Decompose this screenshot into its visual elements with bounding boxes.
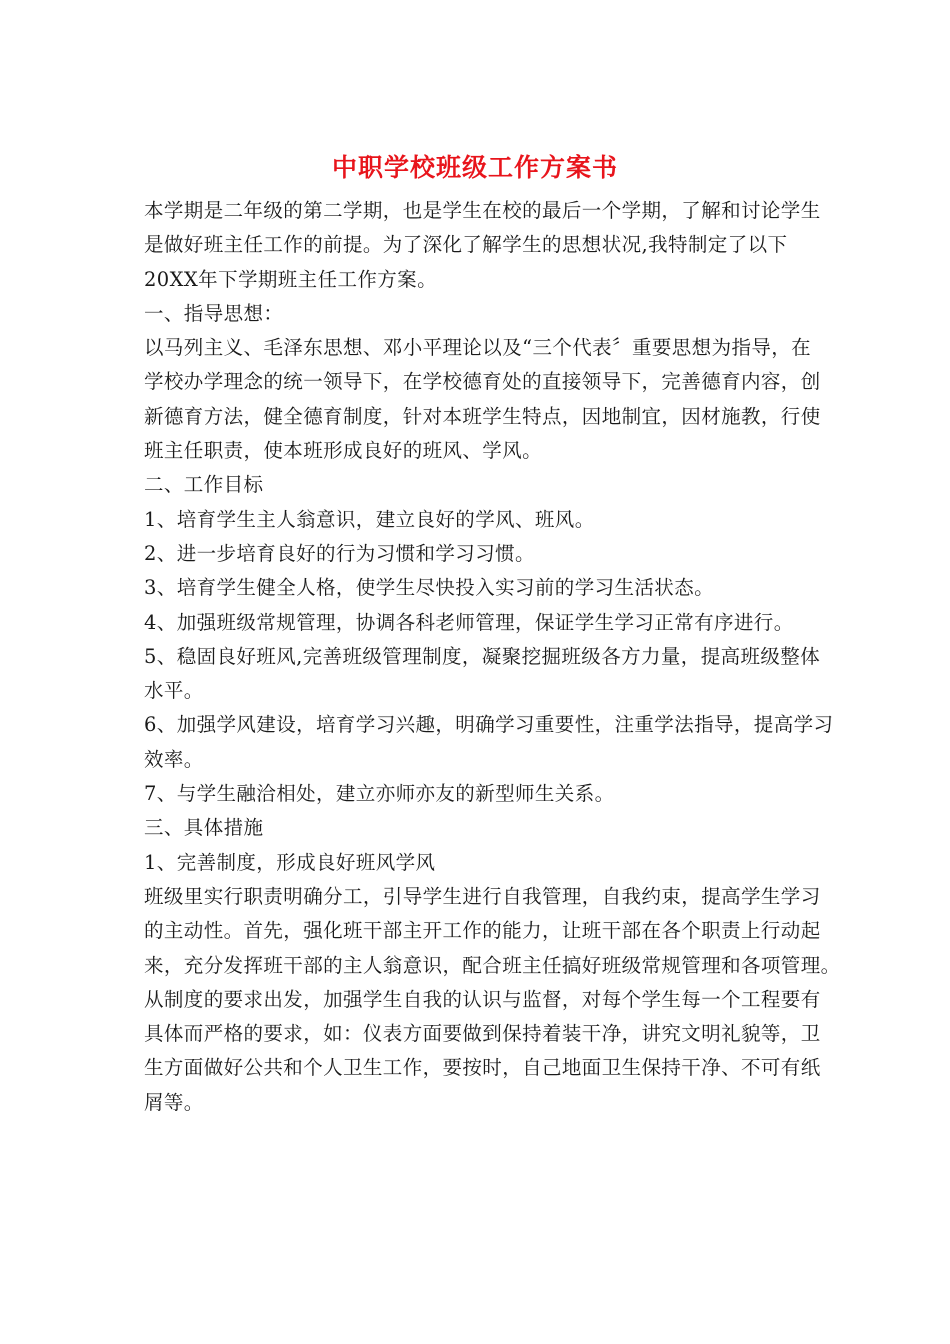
document-body — [144, 194, 841, 1120]
list-item: 2、进一步培育良好的行为习惯和学习习惯。 — [144, 541, 535, 565]
list-item: 4、加强班级常规管理，协调各科老师管理，保证学生学习正常有序进行。 — [144, 610, 794, 634]
list-item: 5、稳固良好班风,完善班级管理制度，凝聚挖掘班级各方力量，提高班级整体 — [144, 644, 821, 668]
section-heading: 二、工作目标 — [144, 473, 264, 497]
section-heading: 一、指导思想： — [144, 301, 284, 325]
body-line: 新德育方法，健全德育制度，针对本班学生特点，因地制宜，因材施教，行使 — [144, 404, 821, 428]
body-line: 生方面做好公共和个人卫生工作，要按时，自己地面卫生保持干净、不可有纸 — [144, 1056, 821, 1080]
body-line: 班级里实行职责明确分工，引导学生进行自我管理，自我约束，提高学生学习 — [144, 884, 821, 908]
body-line: 来，充分发挥班干部的主人翁意识，配合班主任搞好班级常规管理和各项管理。 — [144, 953, 841, 977]
list-item-continuation: 效率。 — [144, 747, 204, 771]
list-item-continuation: 水平。 — [144, 679, 204, 703]
body-line: 是做好班主任工作的前提。为了深化了解学生的思想状况,我特制定了以下 — [144, 233, 788, 257]
body-line: 从制度的要求出发，加强学生自我的认识与监督，对每个学生每一个工程要有 — [144, 987, 821, 1011]
body-line: 屑等。 — [144, 1090, 204, 1114]
body-line: 以马列主义、毛泽东思想、邓小平理论以及“三个代表〞重要思想为指导，在 — [144, 336, 812, 360]
body-line: 的主动性。首先，强化班干部主开工作的能力，让班干部在各个职责上行动起 — [144, 919, 821, 943]
subsection-heading: 1、完善制度，形成良好班风学风 — [144, 850, 436, 874]
list-item: 1、培育学生主人翁意识，建立良好的学风、班风。 — [144, 507, 595, 531]
body-line: 20XX年下学期班主任工作方案。 — [144, 267, 437, 291]
section-heading: 三、具体措施 — [144, 816, 264, 840]
body-line: 本学期是二年级的第二学期，也是学生在校的最后一个学期，了解和讨论学生 — [144, 199, 821, 222]
body-line: 具体而严格的要求，如：仪表方面要做到保持着装干净，讲究文明礼貌等，卫 — [144, 1022, 821, 1046]
body-line: 学校办学理念的统一领导下，在学校德育处的直接领导下，完善德育内容，创 — [144, 370, 821, 394]
list-item: 3、培育学生健全人格，使学生尽快投入实习前的学习生活状态。 — [144, 576, 715, 600]
list-item: 6、加强学风建设，培育学习兴趣，明确学习重要性，注重学法指导，提高学习 — [144, 713, 834, 737]
document-title: 中职学校班级工作方案书 — [331, 153, 618, 182]
list-item: 7、与学生融洽相处，建立亦师亦友的新型师生关系。 — [144, 782, 615, 806]
body-line: 班主任职责，使本班形成良好的班风、学风。 — [144, 439, 543, 463]
